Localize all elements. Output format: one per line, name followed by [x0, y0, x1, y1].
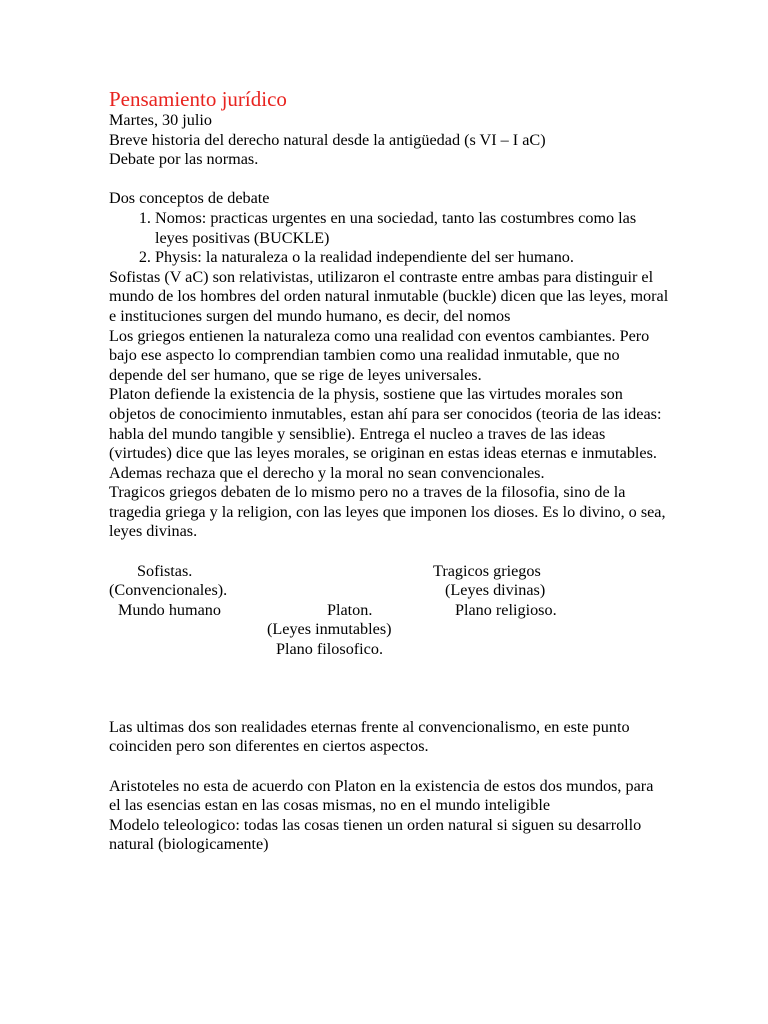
list-item: 2. Physis: la naturaleza o la realidad independiente del ser humano.: [155, 248, 669, 268]
comparison-diagram: [109, 562, 669, 679]
paragraph: Modelo teleologico: todas las cosas tienen un orden natural si siguen su desarrollo natural (biologicamente): [109, 815, 642, 854]
paragraph: Platon defiende la existencia de la physis, sostiene que las virtudes morales son objetos de conocimiento inmutables, estan ahí para ser conocidos (teoria de las ideas: habla del mundo tangible y sensiblie). Entrega el nucleo a traves de las ideas (virtudes) dice que las leyes morales, se originan en estas ideas eternas e inmutables. Ademas rechaza que el derecho y la moral no sean convencionales.: [109, 385, 662, 482]
concepts-list: [109, 209, 669, 268]
paragraph: Las ultimas dos son realidades eternas frente al convencionalismo, en este punto coinciden pero son diferentes en ciertos aspectos.: [109, 717, 630, 756]
document-title: Pensamiento jurídico: [109, 87, 287, 111]
sofistas-label: Sofistas.: [137, 561, 193, 580]
document-page: [109, 87, 669, 855]
intro-line: Debate por las normas.: [109, 150, 259, 169]
tragicos-label: Tragicos griegos: [433, 561, 541, 580]
blank-line: [109, 679, 669, 699]
paragraph: Tragicos griegos debaten de lo mismo pero no a traves de la filosofia, sino de la tragedia griega y la religion, con las leyes que imponen los dioses. Es lo divino, o sea, leyes divinas.: [109, 483, 666, 541]
sofistas-sublabel: (Convencionales).: [109, 581, 228, 600]
blank-line: [109, 170, 669, 190]
intro-line: Breve historia del derecho natural desde la antigüedad (s VI – I aC): [109, 130, 546, 149]
paragraph: Aristoteles no esta de acuerdo con Platon en la existencia de estos dos mundos, para el las esencias estan en las cosas mismas, no en el mundo inteligible: [109, 776, 654, 815]
sofistas-plane: Mundo humano: [118, 600, 221, 619]
blank-line: [109, 757, 669, 777]
blank-line: [109, 698, 669, 718]
date-line: Martes, 30 julio: [109, 111, 212, 129]
tragicos-sublabel: (Leyes divinas): [445, 581, 546, 600]
paragraph: Los griegos entienen la naturaleza como una realidad con eventos cambiantes. Pero bajo ese aspecto lo comprendian tambien como una realidad inmutable, que no depende del ser humano, que se rige de leyes universales.: [109, 326, 650, 384]
list-item: 1. Nomos: practicas urgentes en una sociedad, tanto las costumbres como las leyes positivas (BUCKLE): [155, 209, 669, 248]
blank-line: [109, 542, 669, 562]
platon-sublabel: (Leyes inmutables): [267, 620, 392, 639]
platon-label: Platon.: [327, 600, 373, 619]
tragicos-plane: Plano religioso.: [455, 600, 557, 619]
paragraph: Sofistas (V aC) son relativistas, utilizaron el contraste entre ambas para distinguir el mundo de los hombres del orden natural inmutable (buckle) dicen que las leyes, moral e instituciones surgen del mundo humano, es decir, del nomos: [109, 267, 669, 325]
concepts-heading: Dos conceptos de debate: [109, 189, 270, 208]
platon-plane: Plano filosofico.: [276, 640, 384, 659]
